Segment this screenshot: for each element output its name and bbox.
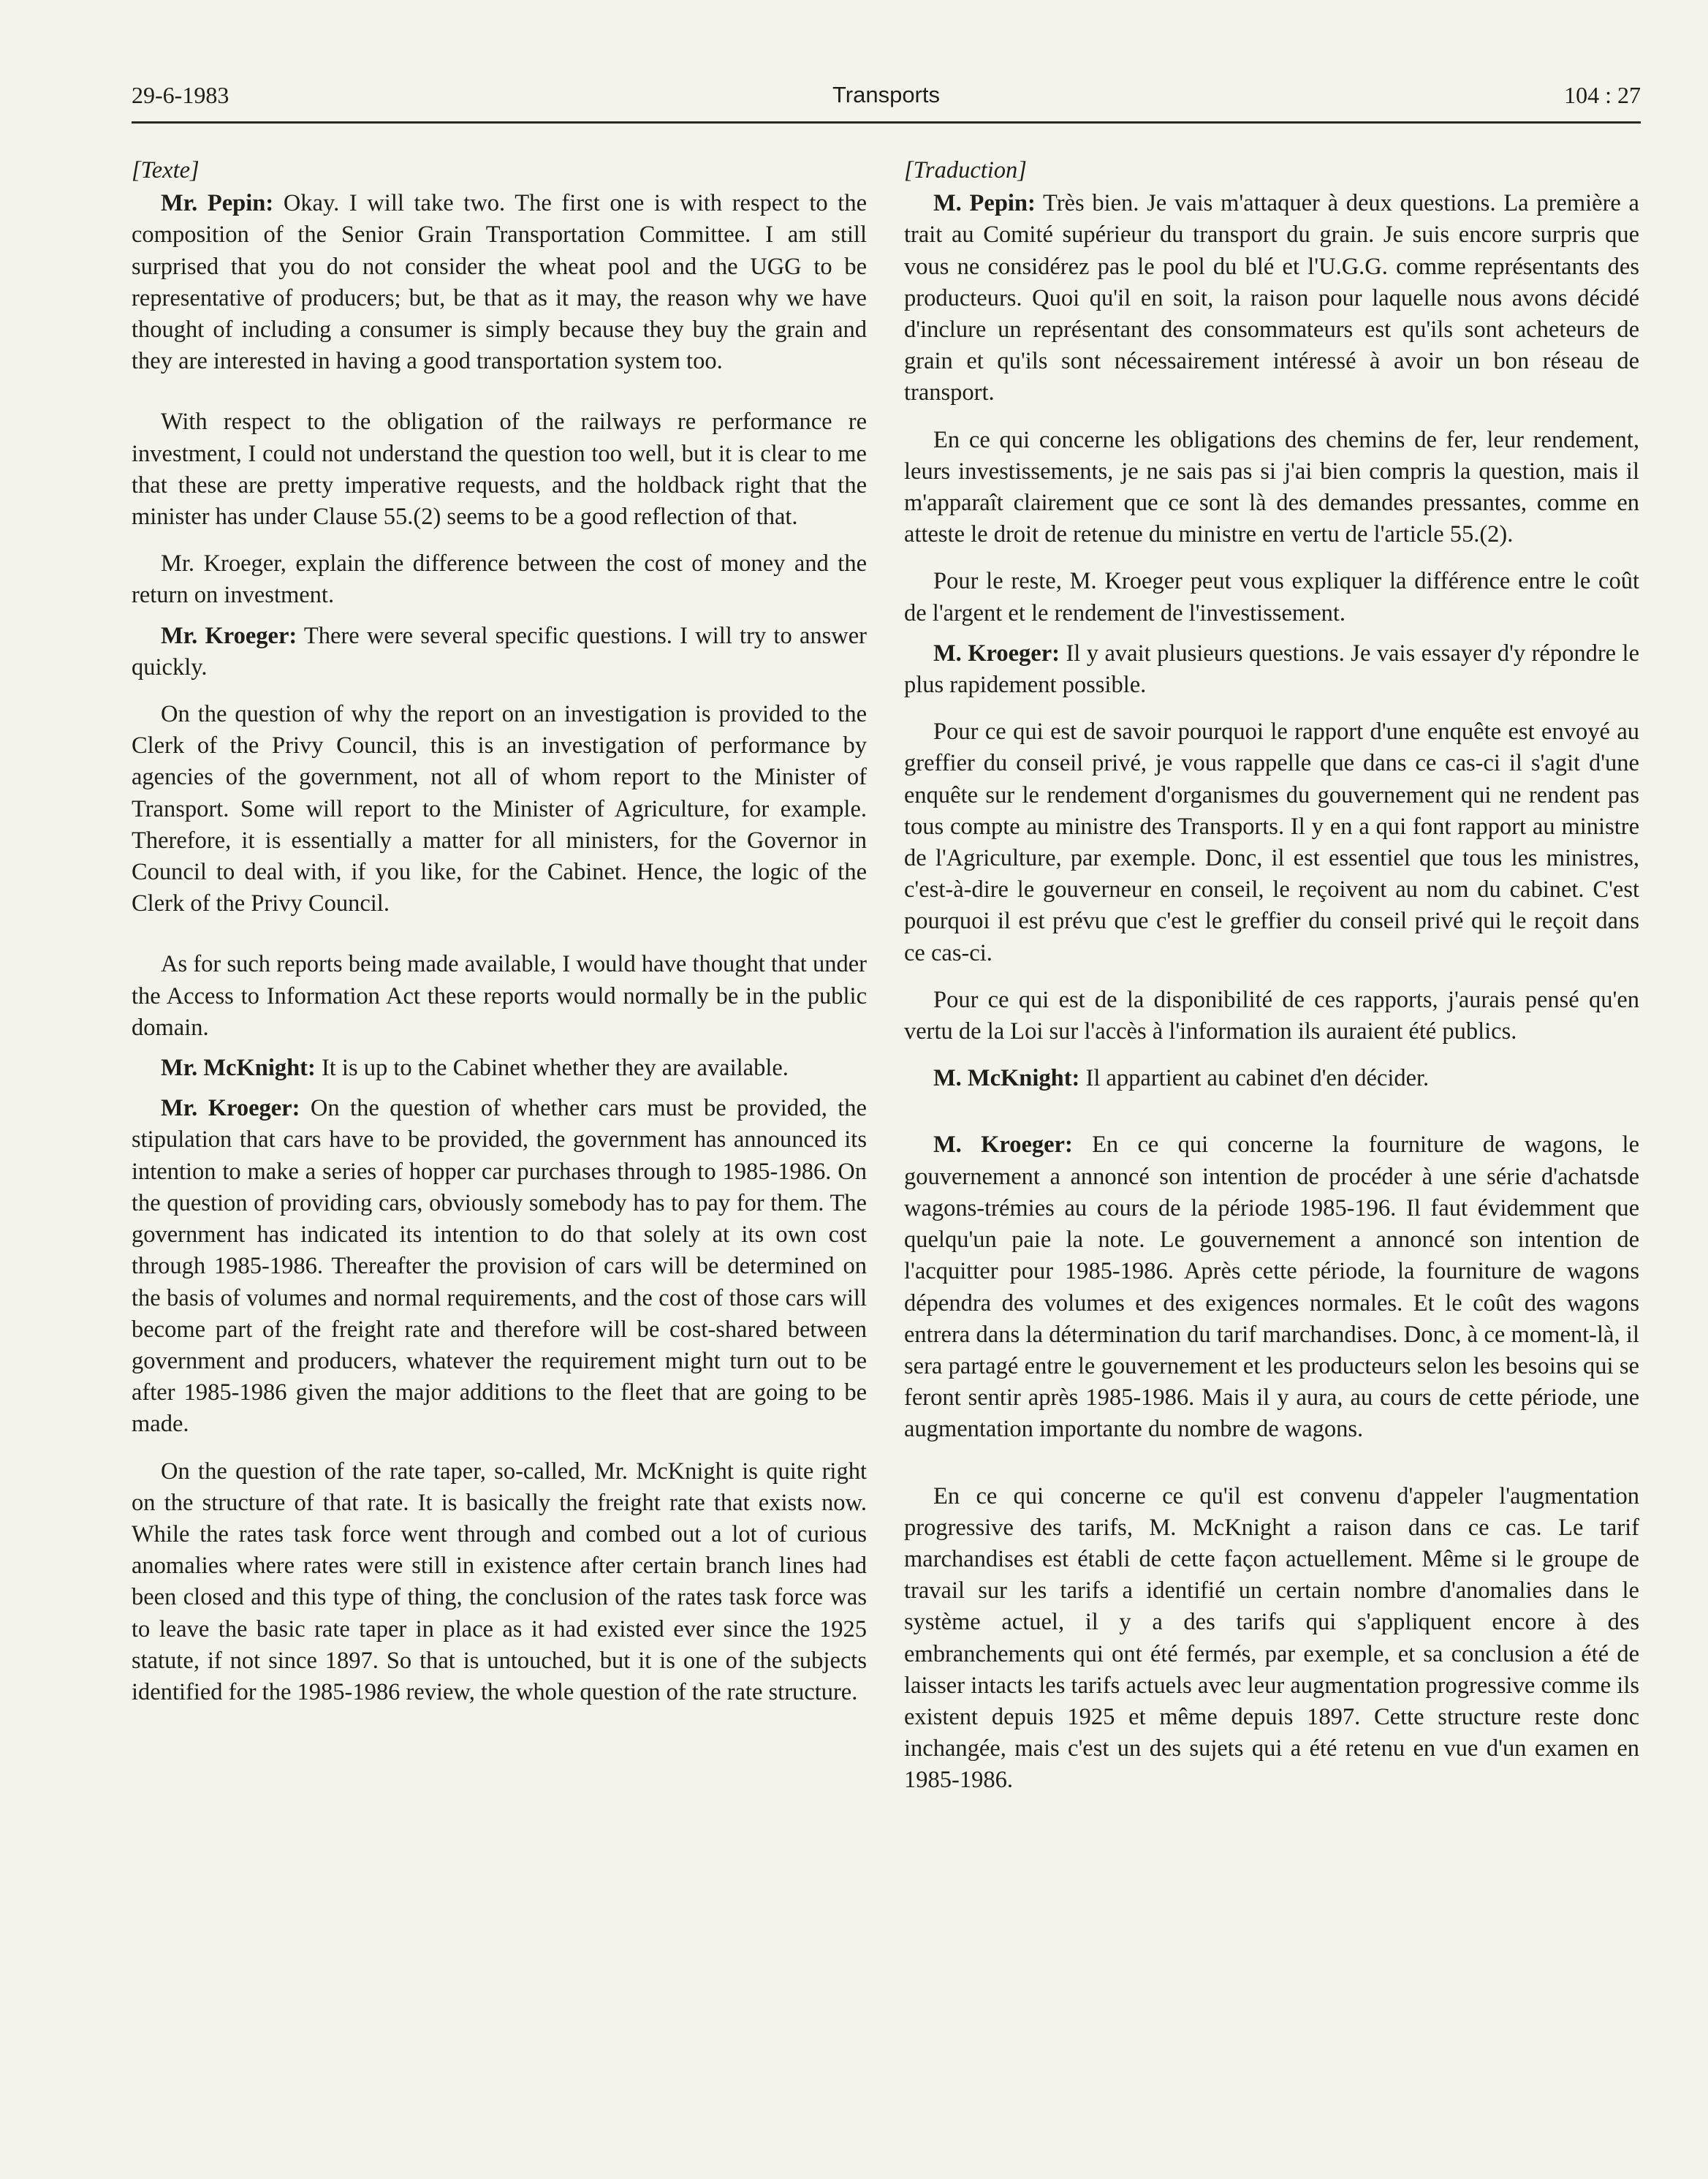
paragraph (132, 699, 867, 920)
paragraph (904, 566, 1639, 629)
paragraph (132, 548, 867, 611)
paragraph-text: Il appartient au cabinet d'en décider. (1079, 1065, 1430, 1092)
paragraph-text: On the question of why the report on an investigation is provided to the Clerk of the Privy Council, this is an investigation of performance by agencies of the government, not all of whom report to the Minister of Transport. Some will report to the Minister of Agriculture, for example. Therefore, it is essentially a matter for all ministers, for the Governor in Council to deal with, if you like, for the Cabinet. Hence, the logic of the Clerk of the Privy Council. (132, 701, 867, 917)
speaker-name: M. McKnight: (933, 1065, 1080, 1092)
paragraph-text: Très bien. Je vais m'attaquer à deux questions. La première a trait au Comité supérieur du transport du grain. Je suis encore surpris que vous ne considérez pas le pool du blé et l'U.G.G. comme représentants des producteurs. Quoi qu'il en soit, la raison pour laquelle nous avons décidé d'inclure un représentant des consommateurs est qu'ils sont acheteurs de grain et qu'ils sont nécessairement intéressé à avoir un bon réseau de transport. (904, 190, 1639, 406)
speaker-name: M. Kroeger: (933, 640, 1060, 667)
paragraph-text: On the question of the rate taper, so-called, Mr. McKnight is quite right on the structure of that rate. It is basically the freight rate that exists now. While the rates task force went through and combed out a lot of curious anomalies where rates were still in existence after certain branch lines had been closed and this type of thing, the conclusion of the rates task force was to leave the basic rate taper in place as it had existed ever since the 1925 statute, if not since 1897. So that is untouched, but it is one of the subjects identified for the 1985-1986 review, the whole question of the rate structure. (132, 1458, 867, 1705)
paragraph-text: En ce qui concerne les obligations des chemins de fer, leur rendement, leurs investissements, je ne sais pas si j'ai bien compris la question, mais il m'apparaît clairement que ce sont là des demandes pressantes, comme en atteste le droit de retenue du ministre en vertu de l'article 55.(2). (904, 426, 1639, 548)
header-date: 29-6-1983 (132, 82, 229, 108)
paragraph (904, 985, 1639, 1047)
paragraph (132, 621, 867, 683)
paragraph-text: On the question of whether cars must be provided, the stipulation that cars have to be provided, the government has announced its intention to make a series of hopper car purchases through to 1985-1986. On the question of providing cars, obviously somebody has to pay for them. The government has indicated its intention to do that solely at its own cost through 1985-1986. Thereafter the provision of cars will be determined on the basis of volumes and normal requirements, and the cost of those cars will become part of the freight rate and therefore will be cost-shared between government and producers, whatever the requirement might turn out to be after 1985-1986 given the major additions to the fleet that are going to be made. (132, 1095, 867, 1438)
paragraph-text: Okay. I will take two. The first one is with respect to the composition of the Senior Grain Transportation Committee. I am still surprised that you do not consider the wheat pool and the UGG to be representative of producers; but, be that as it may, the reason why we have thought of including a consumer is simply because they buy the grain and they are interested in having a good transportation system too. (132, 190, 867, 375)
left-column-tag: [Texte] (132, 157, 200, 183)
paragraph-text: Pour ce qui est de savoir pourquoi le rapport d'une enquête est envoyé au greffier du conseil privé, je vous rappelle que dans ce cas-ci il s'agit d'une enquête sur le rendement d'organismes du gouvernement qui ne rendent pas tous compte au ministre des Transports. Il y en a qui font rapport au ministre de l'Agriculture, par exemple. Donc, il est essentiel que tous les ministres, c'est-à-dire le gouverneur en conseil, le reçoivent au nom du cabinet. C'est pourquoi il est prévu que c'est le greffier du conseil privé qui le reçoit dans ce cas-ci. (904, 719, 1639, 966)
paragraph-text: En ce qui concerne la fourniture de wagons, le gouvernement a annoncé son intention de procéder à une série d'achatsde wagons-trémies au cours de la période 1985-196. Il faut évidemment que quelqu'un paie la note. Le gouvernement a annoncé son intention de l'acquitter pour 1985-1986. Après cette période, la fourniture de wagons dépendra des volumes et des exigences normales. Et le coût des wagons entrera dans la détermination du tarif marchandises. Donc, à ce moment-là, il sera partagé entre le gouvernement et les producteurs selon les besoins qui se feront sentir après 1985-1986. Mais il y aura, au cours de cette période, une augmentation importante du nombre de wagons. (904, 1132, 1639, 1443)
paragraph (132, 188, 867, 377)
paragraph (132, 1456, 867, 1709)
paragraph (132, 1093, 867, 1440)
paragraph-text: As for such reports being made available, I would have thought that under the Access to Information Act these reports would normally be in the public domain. (132, 951, 867, 1041)
header-section-title: Transports (832, 82, 940, 107)
paragraph-text: With respect to the obligation of the railways re performance re investment, I could not understand the question too well, but it is clear to me that these are pretty imperative requests, and the holdback right that the minister has under Clause 55.(2) seems to be a good reflection of that. (132, 409, 867, 531)
paragraph (132, 1053, 867, 1084)
paragraph-text: Il y avait plusieurs questions. Je vais essayer d'y répondre le plus rapidement possible. (904, 640, 1639, 699)
header-page-number: 104 : 27 (1564, 82, 1641, 108)
speaker-name: M. Pepin: (933, 190, 1036, 217)
paragraph-text: En ce qui concerne ce qu'il est convenu d'appeler l'augmentation progressive des tarifs, M. McKnight a raison dans ce cas. Le tarif marchandises est établi de cette façon actuellement. Même si le groupe de travail sur les tarifs a identifié un certain nombre d'anomalies dans le système actuel, il y a des tarifs qui s'appliquent encore à des embranchements qui ont été fermés, par exemple, et sa conclusion a été de laisser intacts les tarifs actuels avec leur augmentation progressive comme ils existent depuis 1925 et même depuis 1897. Cette structure reste donc inchangée, mais c'est un des sujets qui a été retenu en vue d'un examen en 1985-1986. (904, 1482, 1639, 1794)
paragraph-text: Pour le reste, M. Kroeger peut vous expliquer la différence entre le coût de l'argent et le rendement de l'investissement. (904, 568, 1639, 626)
paragraph (904, 1481, 1639, 1797)
paragraph (132, 406, 867, 533)
paragraph (132, 949, 867, 1044)
paragraph-text: Mr. Kroeger, explain the difference between the cost of money and the return on investment. (132, 550, 867, 609)
speaker-name: M. Kroeger: (933, 1132, 1073, 1159)
right-column-french (904, 155, 1639, 1797)
paragraph (904, 188, 1639, 409)
page-header (132, 82, 1641, 124)
paragraph (904, 425, 1639, 551)
speaker-name: Mr. Pepin: (161, 190, 274, 217)
paragraph-text: There were several specific questions. I will try to answer quickly. (132, 622, 867, 681)
speaker-name: Mr. Kroeger: (161, 622, 297, 649)
speaker-name: Mr. Kroeger: (161, 1095, 300, 1122)
paragraph (904, 716, 1639, 969)
paragraph-text: Pour ce qui est de la disponibilité de ces rapports, j'aurais pensé qu'en vertu de la Loi sur l'accès à l'information ils auraient été publics. (904, 986, 1639, 1045)
left-column-english (132, 155, 867, 1708)
speaker-name: Mr. McKnight: (161, 1055, 316, 1082)
right-column-tag: [Traduction] (904, 157, 1027, 183)
paragraph (904, 1063, 1639, 1094)
paragraph (904, 638, 1639, 701)
paragraph-text: It is up to the Cabinet whether they are available. (315, 1055, 789, 1082)
paragraph (904, 1129, 1639, 1445)
